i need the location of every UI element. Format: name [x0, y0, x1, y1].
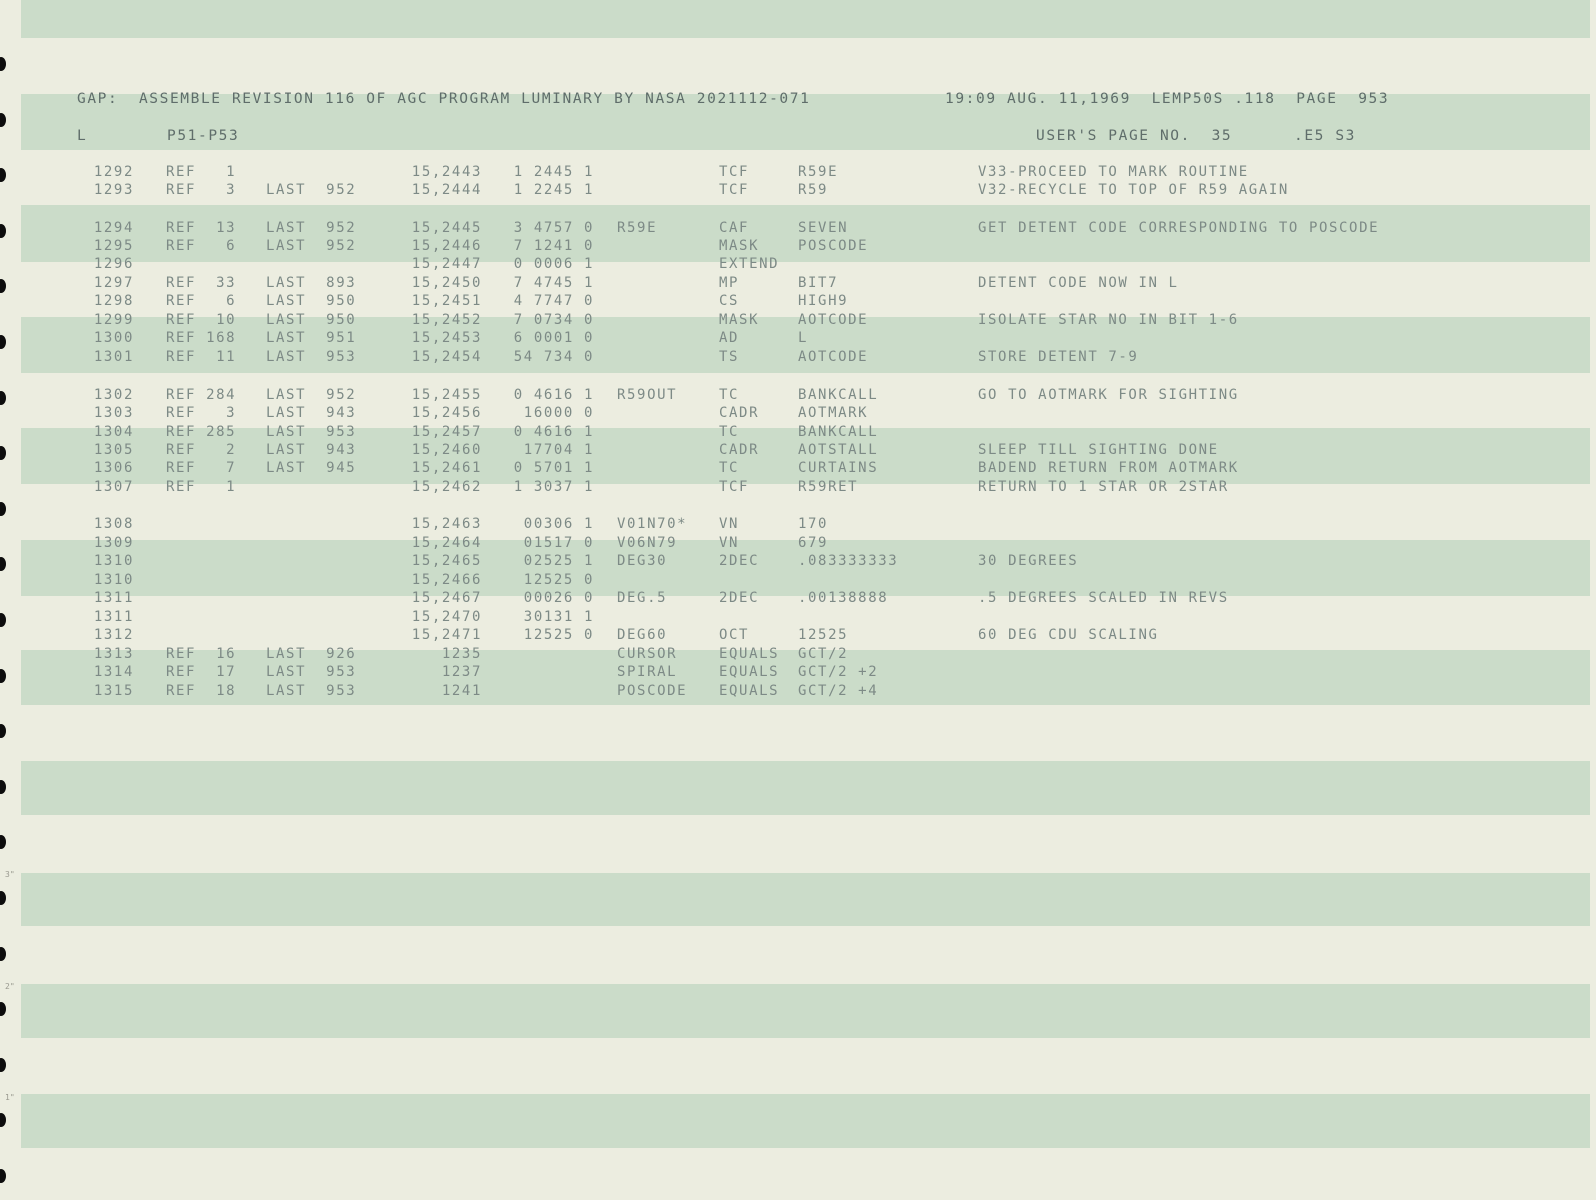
listing-operand: AOTCODE [798, 349, 869, 365]
listing-ref: REF 33 [166, 275, 237, 291]
listing-label: V01N70* [617, 516, 688, 532]
listing-operand: GCT/2 [798, 646, 849, 662]
listing-addr: 15,2456 [411, 405, 482, 421]
listing-op: EQUALS [719, 646, 780, 662]
listing-line: 1296 [93, 256, 134, 272]
feed-hole [0, 446, 6, 460]
listing-word: 00306 1 [523, 516, 594, 532]
listing-operand: R59 [798, 182, 829, 198]
listing-word: 4 7747 0 [513, 293, 594, 309]
inch-mark: 2" [5, 982, 15, 991]
listing-op: MP [719, 275, 740, 291]
feed-hole [0, 947, 6, 961]
listing-last: LAST 952 [266, 220, 357, 236]
green-bar [21, 984, 1590, 1038]
listing-addr: 15,2463 [411, 516, 482, 532]
listing-addr: 1241 [441, 683, 482, 699]
listing-addr: 15,2464 [411, 535, 482, 551]
listing-line: 1300 [93, 330, 134, 346]
feed-hole [0, 613, 6, 627]
listing-ref: REF 2 [166, 442, 237, 458]
listing-line: 1303 [93, 405, 134, 421]
listing-ref: REF 6 [166, 293, 237, 309]
listing-line: 1306 [93, 460, 134, 476]
listing-operand: 170 [798, 516, 829, 532]
listing-label: DEG30 [617, 553, 668, 569]
listing-last: LAST 926 [266, 646, 357, 662]
listing-op: TC [719, 387, 740, 403]
listing-addr: 15,2446 [411, 238, 482, 254]
feed-hole [0, 502, 6, 516]
listing-word: 7 0734 0 [513, 312, 594, 328]
listing-word: 12525 0 [523, 572, 594, 588]
listing-word: 0 5701 1 [513, 460, 594, 476]
listing-operand: AOTMARK [798, 405, 869, 421]
feed-hole [0, 724, 6, 738]
listing-word: 7 4745 1 [513, 275, 594, 291]
listing-addr: 15,2444 [411, 182, 482, 198]
listing-op: CAF [719, 220, 750, 236]
feed-hole [0, 224, 6, 238]
listing-last: LAST 943 [266, 442, 357, 458]
listing-addr: 15,2466 [411, 572, 482, 588]
listing-word: 3 4757 0 [513, 220, 594, 236]
listing-line: 1305 [93, 442, 134, 458]
listing-last: LAST 951 [266, 330, 357, 346]
listing-label: R59E [617, 220, 658, 236]
listing-comment: DETENT CODE NOW IN L [978, 275, 1179, 291]
listing-operand: .00138888 [798, 590, 889, 606]
listing-operand: HIGH9 [798, 293, 849, 309]
listing-addr: 15,2452 [411, 312, 482, 328]
listing-line: 1308 [93, 516, 134, 532]
listing-last: LAST 953 [266, 683, 357, 699]
listing-op: TC [719, 424, 740, 440]
listing-op: MASK [719, 238, 760, 254]
listing-line: 1301 [93, 349, 134, 365]
listing-last: LAST 953 [266, 664, 357, 680]
listing-line: 1304 [93, 424, 134, 440]
listing-word: 54 734 0 [513, 349, 594, 365]
listing-ref: REF 3 [166, 182, 237, 198]
listing-ref: REF 7 [166, 460, 237, 476]
listing-last: LAST 952 [266, 182, 357, 198]
listing-ref: REF 13 [166, 220, 237, 236]
feed-hole [0, 1058, 6, 1072]
feed-hole [0, 168, 6, 182]
listing-op: EXTEND [719, 256, 780, 272]
listing-addr: 1235 [441, 646, 482, 662]
listing-line: 1294 [93, 220, 134, 236]
listing-ref: REF 16 [166, 646, 237, 662]
listing-comment: GO TO AOTMARK FOR SIGHTING [978, 387, 1239, 403]
listing-last: LAST 952 [266, 238, 357, 254]
listing-addr: 1237 [441, 664, 482, 680]
listing-addr: 15,2455 [411, 387, 482, 403]
tractor-feed-strip [0, 0, 8, 1200]
listing-word: 12525 0 [523, 627, 594, 643]
listing-operand: GCT/2 +4 [798, 683, 879, 699]
listing-last: LAST 950 [266, 312, 357, 328]
green-bar [21, 873, 1590, 926]
listing-last: LAST 943 [266, 405, 357, 421]
listing-operand: L [798, 330, 809, 346]
listing-line: 1307 [93, 479, 134, 495]
listing-operand: R59E [798, 164, 839, 180]
listing-line: 1314 [93, 664, 134, 680]
feed-hole [0, 557, 6, 571]
listing-word: 6 0001 0 [513, 330, 594, 346]
feed-hole [0, 335, 6, 349]
listing-addr: 15,2450 [411, 275, 482, 291]
listing-line: 1292 [93, 164, 134, 180]
listing-addr: 15,2447 [411, 256, 482, 272]
listing-op: VN [719, 516, 740, 532]
listing-word: 30131 1 [523, 609, 594, 625]
listing-word: 1 2445 1 [513, 164, 594, 180]
listing-operand: .083333333 [798, 553, 899, 569]
listing-addr: 15,2470 [411, 609, 482, 625]
listing-label: DEG.5 [617, 590, 668, 606]
listing-word: 02525 1 [523, 553, 594, 569]
feed-hole [0, 391, 6, 405]
listing-title: GAP: ASSEMBLE REVISION 116 OF AGC PROGRAM LUMINARY BY NASA 2021112-071 [77, 91, 811, 107]
listing-addr: 15,2465 [411, 553, 482, 569]
listing-operand: AOTCODE [798, 312, 869, 328]
listing-operand: BANKCALL [798, 387, 879, 403]
listing-word: 17704 1 [523, 442, 594, 458]
listing-comment: 60 DEG CDU SCALING [978, 627, 1159, 643]
listing-operand: 12525 [798, 627, 849, 643]
listing-timestamp-page: 19:09 AUG. 11,1969 LEMP50S .118 PAGE 953 [945, 91, 1390, 107]
listing-ref: REF 1 [166, 164, 237, 180]
listing-line: 1310 [93, 553, 134, 569]
listing-op: OCT [719, 627, 750, 643]
listing-word: 16000 0 [523, 405, 594, 421]
listing-addr: 15,2451 [411, 293, 482, 309]
listing-ref: REF 284 [166, 387, 237, 403]
listing-addr: 15,2457 [411, 424, 482, 440]
listing-addr: 15,2461 [411, 460, 482, 476]
listing-addr: 15,2460 [411, 442, 482, 458]
listing-ref: REF 3 [166, 405, 237, 421]
listing-label: POSCODE [617, 683, 688, 699]
listing-op: CADR [719, 405, 760, 421]
listing-op: TCF [719, 479, 750, 495]
listing-line: 1299 [93, 312, 134, 328]
listing-line: 1315 [93, 683, 134, 699]
listing-comment: GET DETENT CODE CORRESPONDING TO POSCODE [978, 220, 1380, 236]
listing-line: 1302 [93, 387, 134, 403]
listing-label: V06N79 [617, 535, 678, 551]
listing-op: TS [719, 349, 740, 365]
listing-op: 2DEC [719, 553, 760, 569]
listing-last: LAST 893 [266, 275, 357, 291]
listing-comment: .5 DEGREES SCALED IN REVS [978, 590, 1229, 606]
listing-operand: GCT/2 +2 [798, 664, 879, 680]
green-bar [21, 0, 1590, 38]
listing-addr: 15,2462 [411, 479, 482, 495]
user-page-number: USER'S PAGE NO. 35 [1036, 128, 1233, 144]
listing-word: 1 2245 1 [513, 182, 594, 198]
listing-label: CURSOR [617, 646, 678, 662]
log-section-letter: L [77, 128, 88, 144]
listing-ref: REF 168 [166, 330, 237, 346]
listing-word: 0 4616 1 [513, 387, 594, 403]
section-name: P51-P53 [167, 128, 240, 144]
listing-op: EQUALS [719, 664, 780, 680]
feed-hole [0, 113, 6, 127]
listing-op: VN [719, 535, 740, 551]
listing-op: CS [719, 293, 740, 309]
listing-op: TC [719, 460, 740, 476]
listing-word: 01517 0 [523, 535, 594, 551]
listing-line: 1311 [93, 590, 134, 606]
inch-mark: 3" [5, 870, 15, 879]
feed-hole [0, 780, 6, 794]
listing-operand: SEVEN [798, 220, 849, 236]
feed-hole [0, 57, 6, 71]
green-bar [21, 761, 1590, 815]
listing-ref: REF 17 [166, 664, 237, 680]
listing-addr: 15,2467 [411, 590, 482, 606]
listing-ref: REF 11 [166, 349, 237, 365]
feed-hole [0, 1113, 6, 1127]
listing-word: 0 4616 1 [513, 424, 594, 440]
listing-op: TCF [719, 182, 750, 198]
listing-addr: 15,2471 [411, 627, 482, 643]
listing-operand: POSCODE [798, 238, 869, 254]
listing-op: MASK [719, 312, 760, 328]
listing-operand: 679 [798, 535, 829, 551]
listing-operand: R59RET [798, 479, 859, 495]
listing-op: AD [719, 330, 740, 346]
listing-line: 1297 [93, 275, 134, 291]
listing-addr: 15,2445 [411, 220, 482, 236]
listing-op: EQUALS [719, 683, 780, 699]
listing-word: 1 3037 1 [513, 479, 594, 495]
listing-line: 1310 [93, 572, 134, 588]
listing-comment: V33-PROCEED TO MARK ROUTINE [978, 164, 1249, 180]
listing-addr: 15,2443 [411, 164, 482, 180]
user-page-suffix: .E5 S3 [1294, 128, 1356, 144]
feed-hole [0, 669, 6, 683]
listing-last: LAST 945 [266, 460, 357, 476]
listing-line: 1293 [93, 182, 134, 198]
listing-op: TCF [719, 164, 750, 180]
listing-operand: BANKCALL [798, 424, 879, 440]
listing-comment: ISOLATE STAR NO IN BIT 1-6 [978, 312, 1239, 328]
listing-line: 1313 [93, 646, 134, 662]
listing-comment: RETURN TO 1 STAR OR 2STAR [978, 479, 1229, 495]
green-bar [21, 1094, 1590, 1148]
listing-ref: REF 10 [166, 312, 237, 328]
listing-comment: BADEND RETURN FROM AOTMARK [978, 460, 1239, 476]
listing-comment: SLEEP TILL SIGHTING DONE [978, 442, 1219, 458]
listing-label: SPIRAL [617, 664, 678, 680]
listing-word: 00026 0 [523, 590, 594, 606]
listing-last: LAST 953 [266, 424, 357, 440]
listing-last: LAST 950 [266, 293, 357, 309]
listing-comment: 30 DEGREES [978, 553, 1079, 569]
feed-hole [0, 279, 6, 293]
listing-line: 1312 [93, 627, 134, 643]
feed-hole [0, 1169, 6, 1183]
listing-label: DEG60 [617, 627, 668, 643]
listing-last: LAST 952 [266, 387, 357, 403]
listing-line: 1298 [93, 293, 134, 309]
listing-comment: V32-RECYCLE TO TOP OF R59 AGAIN [978, 182, 1289, 198]
listing-ref: REF 1 [166, 479, 237, 495]
listing-ref: REF 285 [166, 424, 237, 440]
listing-op: CADR [719, 442, 760, 458]
listing-addr: 15,2454 [411, 349, 482, 365]
listing-comment: STORE DETENT 7-9 [978, 349, 1139, 365]
listing-last: LAST 953 [266, 349, 357, 365]
inch-mark: 1" [5, 1093, 15, 1102]
listing-ref: REF 6 [166, 238, 237, 254]
listing-line: 1295 [93, 238, 134, 254]
listing-word: 0 0006 1 [513, 256, 594, 272]
listing-ref: REF 18 [166, 683, 237, 699]
listing-label: R59OUT [617, 387, 678, 403]
listing-word: 7 1241 0 [513, 238, 594, 254]
listing-line: 1309 [93, 535, 134, 551]
listing-op: 2DEC [719, 590, 760, 606]
feed-hole [0, 1002, 6, 1016]
feed-hole [0, 835, 6, 849]
listing-line: 1311 [93, 609, 134, 625]
listing-operand: CURTAINS [798, 460, 879, 476]
listing-operand: BIT7 [798, 275, 839, 291]
feed-hole [0, 891, 6, 905]
listing-addr: 15,2453 [411, 330, 482, 346]
listing-operand: AOTSTALL [798, 442, 879, 458]
